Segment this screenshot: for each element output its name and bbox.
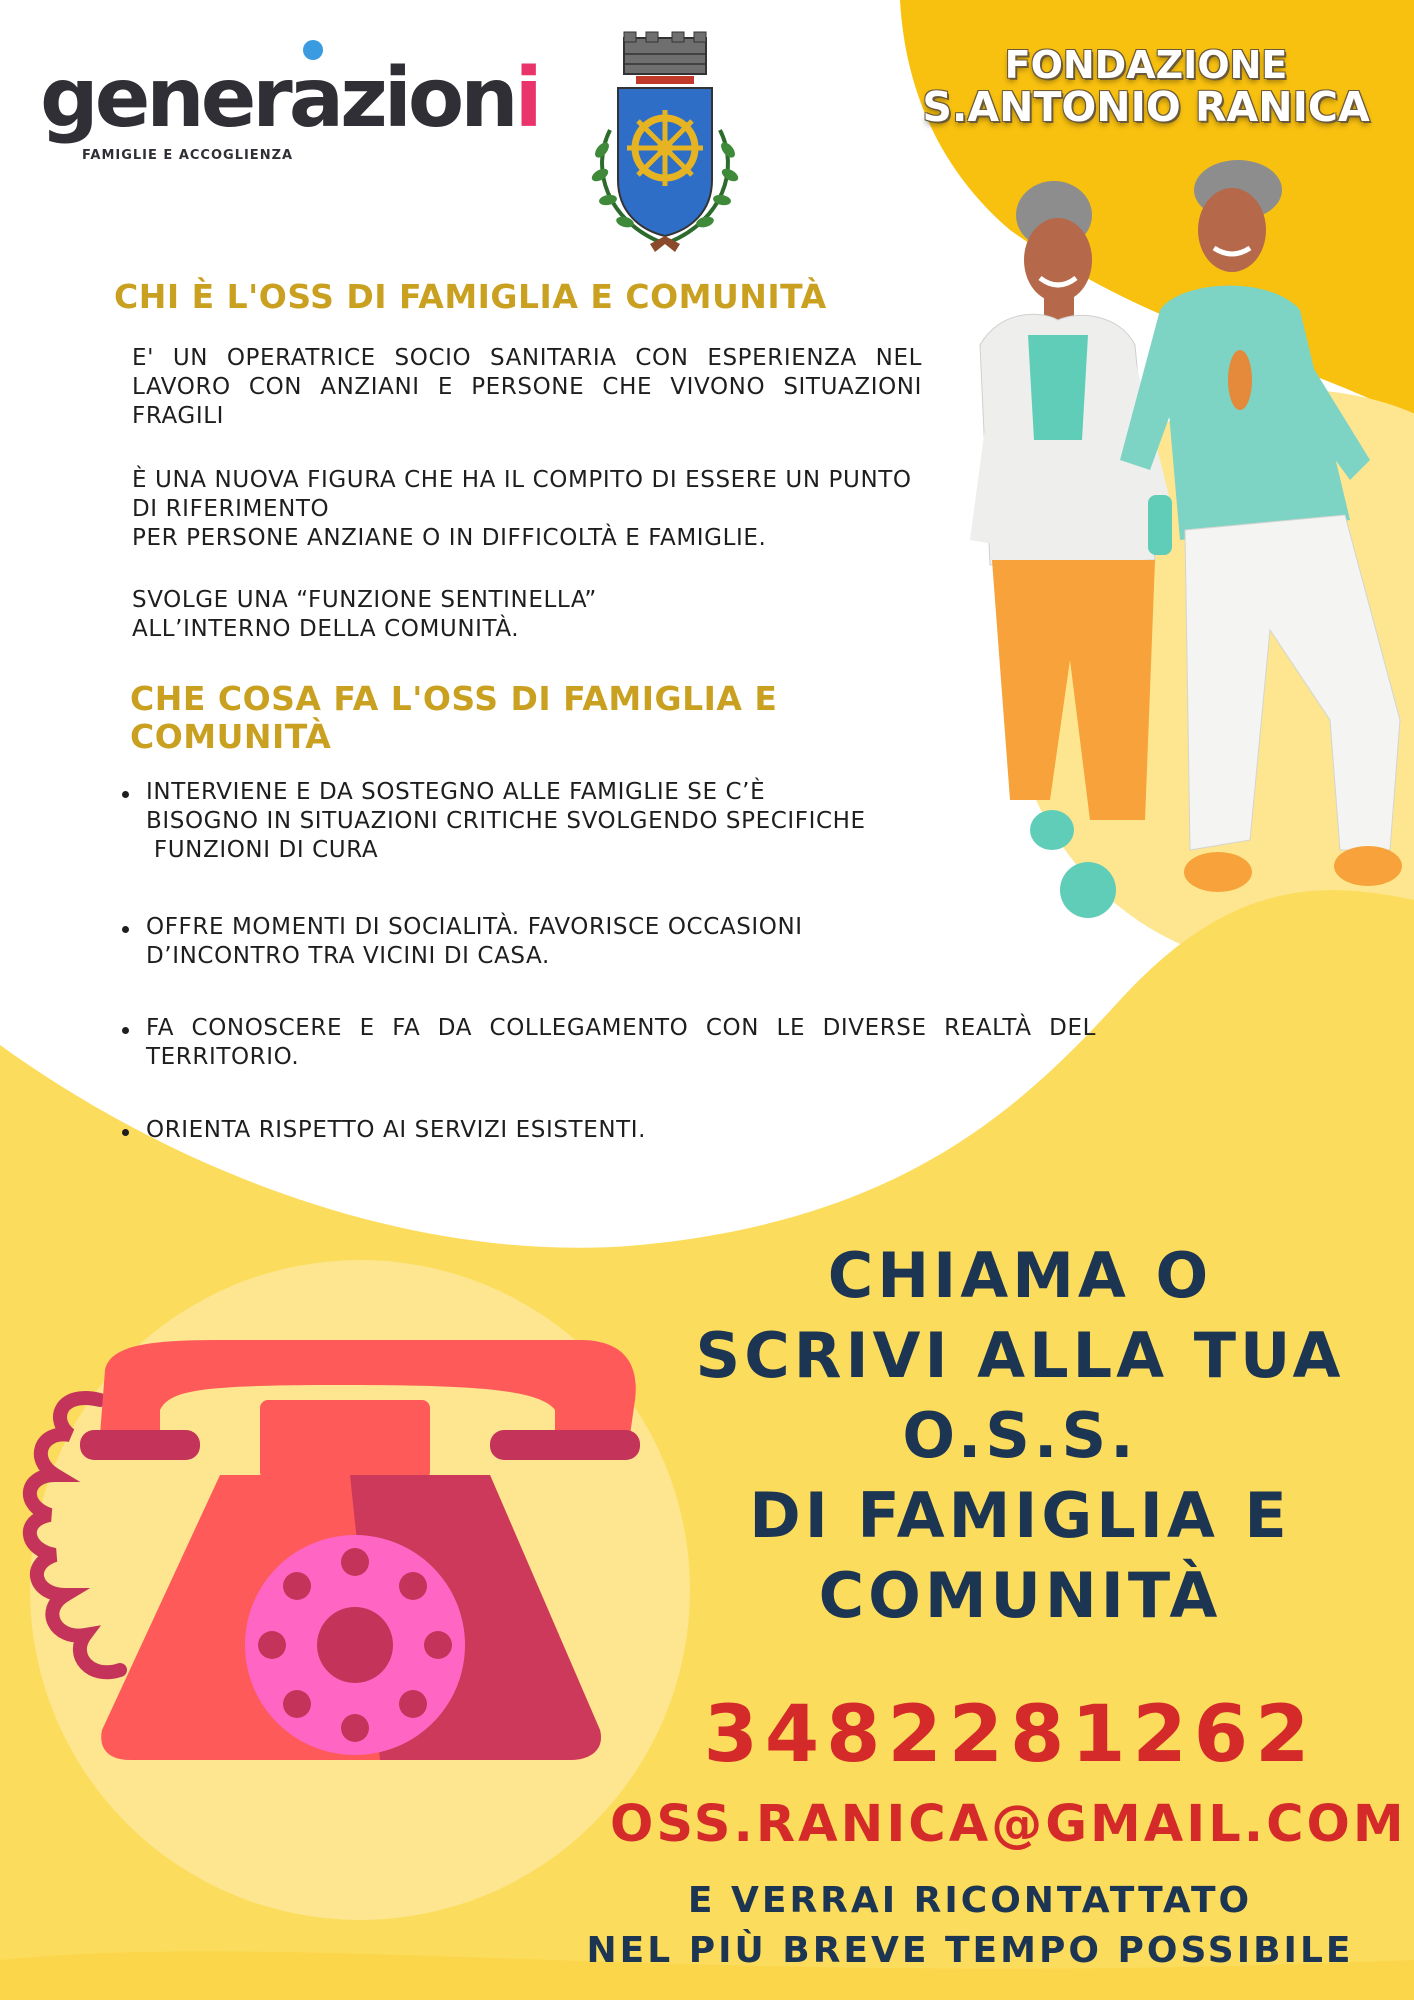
- cta-line1: CHIAMA O: [827, 1239, 1213, 1312]
- logo-word-main: generazion: [40, 51, 515, 146]
- cta-line2: SCRIVI ALLA TUA: [695, 1319, 1345, 1392]
- generazioni-logo: [40, 28, 539, 178]
- section1-paragraph3: [132, 586, 922, 644]
- logo-wordmark: [40, 51, 539, 146]
- list-item-line: BISOGNO IN SITUAZIONI CRITICHE SVOLGENDO SPECIFICHE: [146, 808, 866, 834]
- section1-paragraph2: [132, 466, 922, 553]
- foundation-line2: S.ANTONIO RANICA: [922, 83, 1370, 131]
- section2-heading-line1: CHE COSA FA L'OSS DI FAMIGLIA E: [130, 679, 778, 718]
- logo-word-last-letter: i: [514, 51, 539, 146]
- list-item-line: INTERVIENE E DA SOSTEGNO ALLE FAMIGLIE SE C’È: [146, 779, 766, 805]
- list-item: [120, 913, 1066, 971]
- recontact-line2: NEL PIÙ BREVE TEMPO POSSIBILE: [586, 1930, 1354, 1971]
- section1-paragraph2-line1: È UNA NUOVA FIGURA CHE HA IL COMPITO DI ESSERE UN PUNTO DI RIFERIMENTO: [132, 467, 912, 522]
- section1-heading: CHI È L'OSS DI FAMIGLIA E COMUNITÀ: [114, 277, 827, 316]
- cta-line5: COMUNITÀ: [818, 1559, 1222, 1632]
- recontact-line1: E VERRAI RICONTATTATO: [687, 1880, 1253, 1921]
- recontact-note: [540, 1876, 1400, 1976]
- list-item-line: D’INCONTRO TRA VICINI DI CASA.: [146, 943, 550, 969]
- coat-of-arms-icon: [580, 30, 750, 260]
- section1-paragraph1: E' UN OPERATRICE SOCIO SANITARIA CON ESPERIENZA NEL LAVORO CON ANZIANI E PERSONE CHE VIVONO SITUAZIONI FRAGILI: [132, 345, 922, 429]
- section2-heading: [130, 680, 890, 756]
- foundation-title: [886, 43, 1406, 131]
- foundation-line1: FONDAZIONE: [1004, 43, 1288, 87]
- section1-paragraph3-line2: ALL’INTERNO DELLA COMUNITÀ.: [132, 616, 520, 642]
- section1-paragraph3-line1: SVOLGE UNA “FUNZIONE SENTINELLA”: [132, 587, 597, 613]
- list-item: FA CONOSCERE E FA DA COLLEGAMENTO CON LE DIVERSE REALTÀ DEL TERRITORIO.: [120, 1014, 1096, 1072]
- logo-tagline: FAMIGLIE E ACCOGLIENZA: [82, 148, 294, 163]
- cta-line3: O.S.S.: [902, 1399, 1138, 1472]
- email-link[interactable]: OSS.RANICA@GMAIL.COM: [610, 1795, 1407, 1854]
- list-item: ORIENTA RISPETTO AI SERVIZI ESISTENTI.: [120, 1116, 1066, 1145]
- phone-number-link[interactable]: 3482281262: [703, 1690, 1317, 1780]
- list-item: [120, 778, 1066, 865]
- list-item-line: OFFRE MOMENTI DI SOCIALITÀ. FAVORISCE OCCASIONI: [146, 914, 803, 940]
- call-to-action: [640, 1236, 1400, 1636]
- cta-line4: DI FAMIGLIA E: [749, 1479, 1291, 1552]
- section1-paragraph2-line2: PER PERSONE ANZIANE O IN DIFFICOLTÀ E FAMIGLIE.: [132, 525, 767, 551]
- section2-heading-line2: COMUNITÀ: [130, 717, 332, 756]
- list-item-line: FUNZIONI DI CURA: [146, 837, 379, 863]
- rotary-telephone-icon: [20, 1340, 660, 1780]
